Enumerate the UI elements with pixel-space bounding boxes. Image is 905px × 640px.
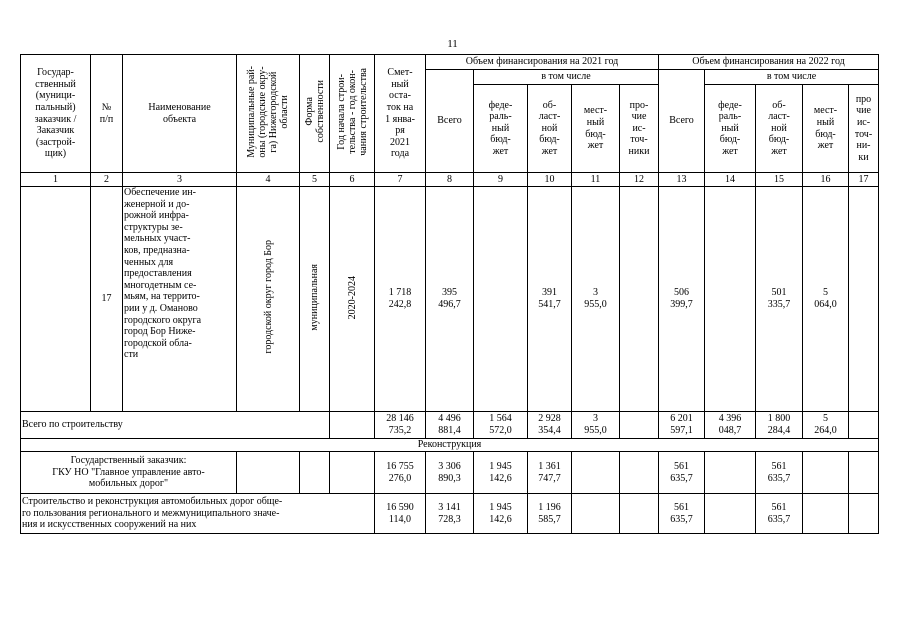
empty-cell	[572, 494, 620, 534]
empty-cell	[803, 494, 849, 534]
total-federal-2022: 4 396 048,7	[705, 412, 756, 439]
empty-cell	[300, 452, 330, 494]
financing-table	[20, 54, 879, 534]
customer-estimate: 16 755 276,0	[375, 452, 426, 494]
header-districts-cell	[237, 55, 300, 173]
header-regional-2021: об- ласт- ной бюд- жет	[528, 85, 572, 173]
object-npp: 17	[91, 187, 123, 412]
total-estimate: 28 146 735,2	[375, 412, 426, 439]
object-ownership: муниципальная	[309, 263, 320, 331]
column-number: 13	[659, 173, 705, 187]
header-federal-2021: феде- раль- ный бюд- жет	[474, 85, 528, 173]
object-name: Обеспечение ин- женерной и до- рожной инфра- структуры зе- мельных участ- ков, предназна- ченных для предоставления многодетным се- мьям, на террито- рии у д. Оманово городского округа город Бор Ниже- городской обла- сти	[123, 187, 237, 412]
column-number: 5	[300, 173, 330, 187]
column-number: 3	[123, 173, 237, 187]
header-other-2021: про- чие ис- точ- ники	[620, 85, 659, 173]
object-regional-2022: 501 335,7	[756, 187, 803, 412]
column-number: 4	[237, 173, 300, 187]
column-number: 16	[803, 173, 849, 187]
column-number: 14	[705, 173, 756, 187]
header-local-2021: мест- ный бюд- жет	[572, 85, 620, 173]
object-total-2021: 395 496,7	[426, 187, 474, 412]
object-regional-2021: 391 541,7	[528, 187, 572, 412]
total-2022: 6 201 597,1	[659, 412, 705, 439]
header-customer: Государ- ственный (муници- пальный) заказчик / Заказчик (застрой- щик)	[21, 55, 91, 173]
object-other-2021	[620, 187, 659, 412]
empty-cell	[330, 452, 375, 494]
object-other-2022	[849, 187, 879, 412]
column-number: 17	[849, 173, 879, 187]
empty-cell	[705, 494, 756, 534]
column-number: 11	[572, 173, 620, 187]
column-number: 8	[426, 173, 474, 187]
header-ownership-cell	[300, 55, 330, 173]
page-number: 11	[447, 38, 458, 50]
header-years-cell	[330, 55, 375, 173]
header-districts: Муниципальные рай- оны (городские окру- га) Нижегородской области	[246, 65, 290, 158]
total-regional-2022: 1 800 284,4	[756, 412, 803, 439]
customer-regional-2021: 1 361 747,7	[528, 452, 572, 494]
empty-cell	[849, 412, 879, 439]
header-local-2022: мест- ный бюд- жет	[803, 85, 849, 173]
roads-total-2022: 561 635,7	[659, 494, 705, 534]
header-including-2022: в том числе	[705, 70, 879, 85]
header-fin-2022: Объем финансирования на 2022 год	[659, 55, 879, 70]
object-local-2022: 5 064,0	[803, 187, 849, 412]
object-federal-2021	[474, 187, 528, 412]
roads-total-2021: 3 141 728,3	[426, 494, 474, 534]
empty-cell	[849, 452, 879, 494]
table-row-roads	[21, 494, 879, 534]
roads-label: Строительство и реконструкция автомобильных дорог обще- го пользования регионального и межмуниципального значе- ния и искусственных сооружений на них	[21, 494, 375, 534]
object-estimate: 1 718 242,8	[375, 187, 426, 412]
header-total-2021: Всего	[426, 70, 474, 173]
total-regional-2021: 2 928 354,4	[528, 412, 572, 439]
empty-cell	[620, 494, 659, 534]
empty-cell	[705, 452, 756, 494]
column-number: 1	[21, 173, 91, 187]
roads-regional-2022: 561 635,7	[756, 494, 803, 534]
object-customer-cell	[21, 187, 91, 412]
object-district-cell	[237, 187, 300, 412]
column-number: 6	[330, 173, 375, 187]
empty-cell	[237, 452, 300, 494]
column-number: 9	[474, 173, 528, 187]
roads-regional-2021: 1 196 585,7	[528, 494, 572, 534]
header-object-name: Наименование объекта	[123, 55, 237, 173]
header-ownership: Форма собственности	[303, 80, 326, 143]
customer-federal-2021: 1 945 142,6	[474, 452, 528, 494]
header-estimate: Смет- ный оста- ток на 1 янва- ря 2021 года	[375, 55, 426, 173]
header-other-2022: про чие ис- точ- ни- ки	[849, 85, 879, 173]
customer-total-2022: 561 635,7	[659, 452, 705, 494]
total-local-2022: 5 264,0	[803, 412, 849, 439]
roads-federal-2021: 1 945 142,6	[474, 494, 528, 534]
roads-estimate: 16 590 114,0	[375, 494, 426, 534]
column-number: 7	[375, 173, 426, 187]
header-years: Год начала строи- тельства - год окон- чания строительства	[335, 67, 369, 156]
customer-regional-2022: 561 635,7	[756, 452, 803, 494]
empty-cell	[620, 452, 659, 494]
total-2021: 4 496 881,4	[426, 412, 474, 439]
table-row-customer	[21, 452, 879, 494]
empty-cell	[572, 452, 620, 494]
total-construction-label: Всего по строительству	[21, 412, 330, 439]
column-number: 12	[620, 173, 659, 187]
object-years-cell	[330, 187, 375, 412]
customer-label: Государственный заказчик: ГКУ НО "Главное управление авто- мобильных дорог"	[21, 452, 237, 494]
column-number: 2	[91, 173, 123, 187]
object-ownership-cell	[300, 187, 330, 412]
column-number: 15	[756, 173, 803, 187]
total-federal-2021: 1 564 572,0	[474, 412, 528, 439]
object-total-2022: 506 399,7	[659, 187, 705, 412]
header-including-2021: в том числе	[474, 70, 659, 85]
table-row-total-construction	[21, 412, 879, 439]
empty-cell	[803, 452, 849, 494]
empty-cell	[330, 412, 375, 439]
table-row-object	[21, 187, 879, 412]
empty-cell	[620, 412, 659, 439]
header-npp: № п/п	[91, 55, 123, 173]
object-local-2021: 3 955,0	[572, 187, 620, 412]
total-local-2021: 3 955,0	[572, 412, 620, 439]
object-federal-2022	[705, 187, 756, 412]
object-district: городской округ город Бор	[262, 240, 274, 354]
header-federal-2022: феде- раль- ный бюд- жет	[705, 85, 756, 173]
customer-total-2021: 3 306 890,3	[426, 452, 474, 494]
header-fin-2021: Объем финансирования на 2021 год	[426, 55, 659, 70]
header-regional-2022: об- ласт- ной бюд- жет	[756, 85, 803, 173]
column-number: 10	[528, 173, 572, 187]
object-years: 2020-2024	[346, 275, 358, 319]
header-total-2022: Всего	[659, 70, 705, 173]
reconstruction-header: Реконструкция	[21, 439, 879, 452]
empty-cell	[849, 494, 879, 534]
